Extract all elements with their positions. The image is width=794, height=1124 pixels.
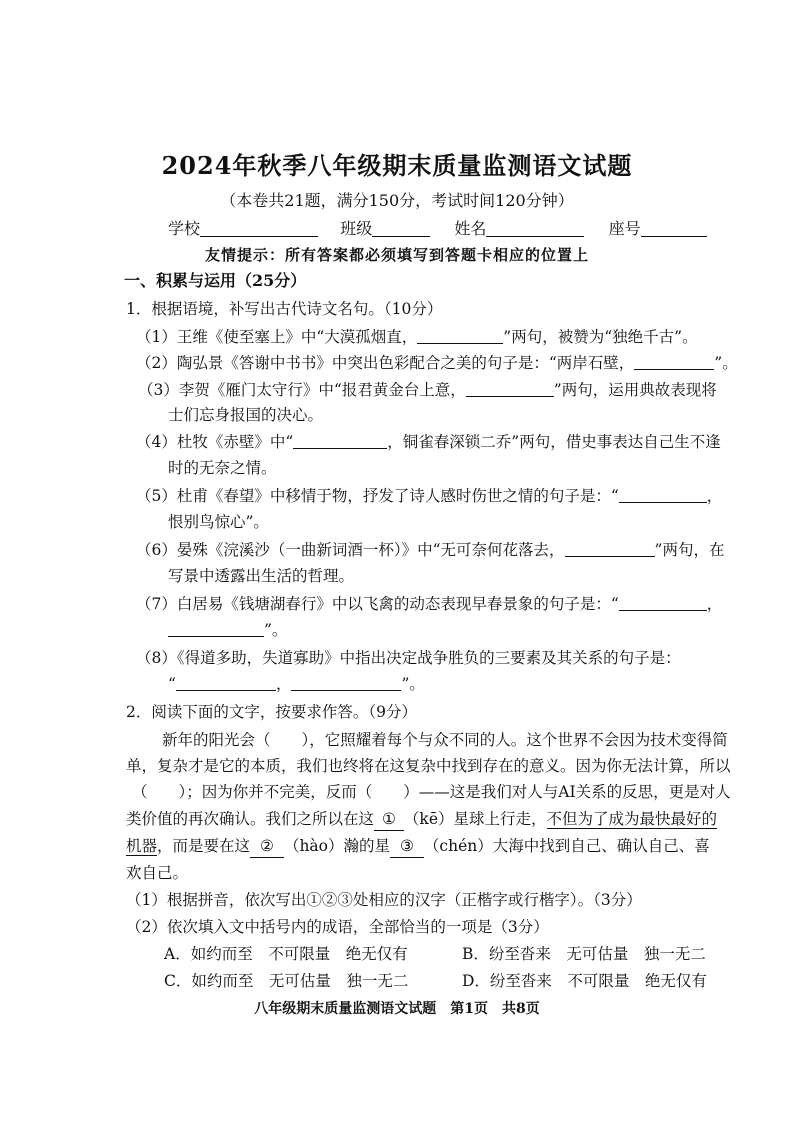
exam-subtitle: （本卷共21题，满分150分，考试时间120分钟） bbox=[220, 191, 574, 210]
q2-sub2: （2）依次填入文中括号内的成语，全部恰当的一项是（3分） bbox=[126, 918, 549, 936]
q2-passage-line3: （ ）；因为你并不完美，反而（ ）——这是我们对人与AI关系的反思，更是对人 bbox=[132, 783, 731, 801]
underlined-phrase: 不但为了成为最快最好的 bbox=[546, 810, 718, 828]
q1-item2: （2）陶弘景《答谢中书书》中突出色彩配合之美的句子是：“两岸石壁， ”。 bbox=[136, 354, 738, 372]
marker-3: ③ bbox=[390, 835, 424, 858]
q1-item8: （8）《得道多助，失道寡助》中指出决定战争胜负的三要素及其关系的句子是： bbox=[136, 649, 681, 667]
q2-sub1: （1）根据拼音，依次写出①②③处相应的汉字（正楷字或行楷字）。（3分） bbox=[126, 891, 642, 909]
q2-passage-line4: 类价值的再次确认。我们之所以在这 ① （kē）星球上行走，不但为了成为最快最好的 bbox=[126, 808, 717, 831]
q1-item3-cont: 士们忘身报国的决心。 bbox=[168, 406, 324, 424]
q1-item3: （3）李贺《雁门太守行》中“报君黄金台上意， ”两句，运用典故表现将 bbox=[138, 381, 717, 399]
q1-stem: 1．根据语境，补写出古代诗文名句。（10分） bbox=[126, 300, 443, 318]
q1-item5-cont: 恨别鸟惊心”。 bbox=[168, 513, 269, 531]
q1-item8-cont: “ ， ”。 bbox=[168, 675, 425, 693]
q2-option-c: C．如约而至 无可估量 独一无二 bbox=[164, 972, 409, 990]
q1-item4-cont: 时的无奈之情。 bbox=[168, 459, 277, 477]
q1-item6: （6）晏殊《浣溪沙（一曲新词酒一杯）》中“无可奈何花落去， ”两句，在 bbox=[136, 541, 725, 559]
class-blank bbox=[372, 220, 430, 237]
answer-blank bbox=[565, 541, 655, 557]
answer-blank bbox=[293, 433, 387, 449]
page-footer: 八年级期末质量监测语文试题 第1页 共8页 bbox=[254, 1001, 540, 1017]
friendly-tip: 友情提示：所有答案都必须填写到答题卡相应的位置上 bbox=[204, 246, 589, 264]
q2-passage-line2: 单，复杂才是它的本质，我们也终将在这复杂中找到存在的意义。因为你无法计算，所以 bbox=[126, 757, 731, 775]
school-blank bbox=[200, 220, 318, 237]
marker-1: ① bbox=[374, 808, 404, 831]
answer-blank bbox=[634, 354, 714, 370]
q2-option-b: B．纷至沓来 无可估量 独一无二 bbox=[462, 945, 706, 963]
q2-option-d: D．纷至沓来 不可限量 绝无仅有 bbox=[462, 972, 707, 990]
answer-blank bbox=[291, 675, 401, 691]
answer-blank bbox=[168, 621, 264, 637]
q2-passage-line5: 机器，而是要在这 ② （hào）瀚的星 ③ （chén）大海中找到自己、确认自己、喜 bbox=[126, 835, 710, 858]
answer-blank bbox=[176, 675, 276, 691]
name-label: 姓名 bbox=[454, 219, 487, 238]
q1-item1: （1）王维《使至塞上》中“大漠孤烟直， ”两句，被赞为“独绝千古”。 bbox=[136, 328, 698, 346]
name-blank bbox=[486, 220, 584, 237]
student-info-row bbox=[168, 216, 707, 239]
answer-blank bbox=[619, 487, 707, 503]
q1-item5: （5）杜甫《春望》中移情于物，抒发了诗人感时伤世之情的句子是：“ ， bbox=[136, 487, 723, 505]
q1-item6-cont: 写景中透露出生活的哲理。 bbox=[168, 567, 355, 585]
q1-item4: （4）杜牧《赤壁》中“ ，铜雀春深锁二乔”两句，借史事表达自己生不逢 bbox=[136, 433, 721, 451]
answer-blank bbox=[466, 381, 554, 397]
q2-passage-line1: 新年的阳光会（ ），它照耀着每个与众不同的人。这个世界不会因为技术变得简 bbox=[162, 731, 728, 749]
q1-item7: （7）白居易《钱塘湖春行》中以飞禽的动态表现早春景象的句子是：“ ， bbox=[136, 595, 723, 613]
exam-title: 2024年秋季八年级期末质量监测语文试题 bbox=[161, 151, 633, 180]
q2-option-a: A．如约而至 不可限量 绝无仅有 bbox=[164, 945, 408, 963]
q2-stem: 2．阅读下面的文字，按要求作答。（9分） bbox=[126, 703, 417, 721]
school-label: 学校 bbox=[168, 219, 201, 238]
seat-label: 座号 bbox=[608, 219, 641, 238]
class-label: 班级 bbox=[340, 219, 373, 238]
seat-blank bbox=[641, 220, 707, 237]
marker-2: ② bbox=[250, 835, 284, 858]
section1-heading: 一、积累与运用（25分） bbox=[124, 271, 307, 290]
answer-blank bbox=[619, 595, 707, 611]
answer-blank bbox=[417, 328, 503, 344]
q2-passage-line6: 欢自己。 bbox=[126, 864, 189, 882]
q1-item7-cont: ”。 bbox=[168, 619, 287, 641]
